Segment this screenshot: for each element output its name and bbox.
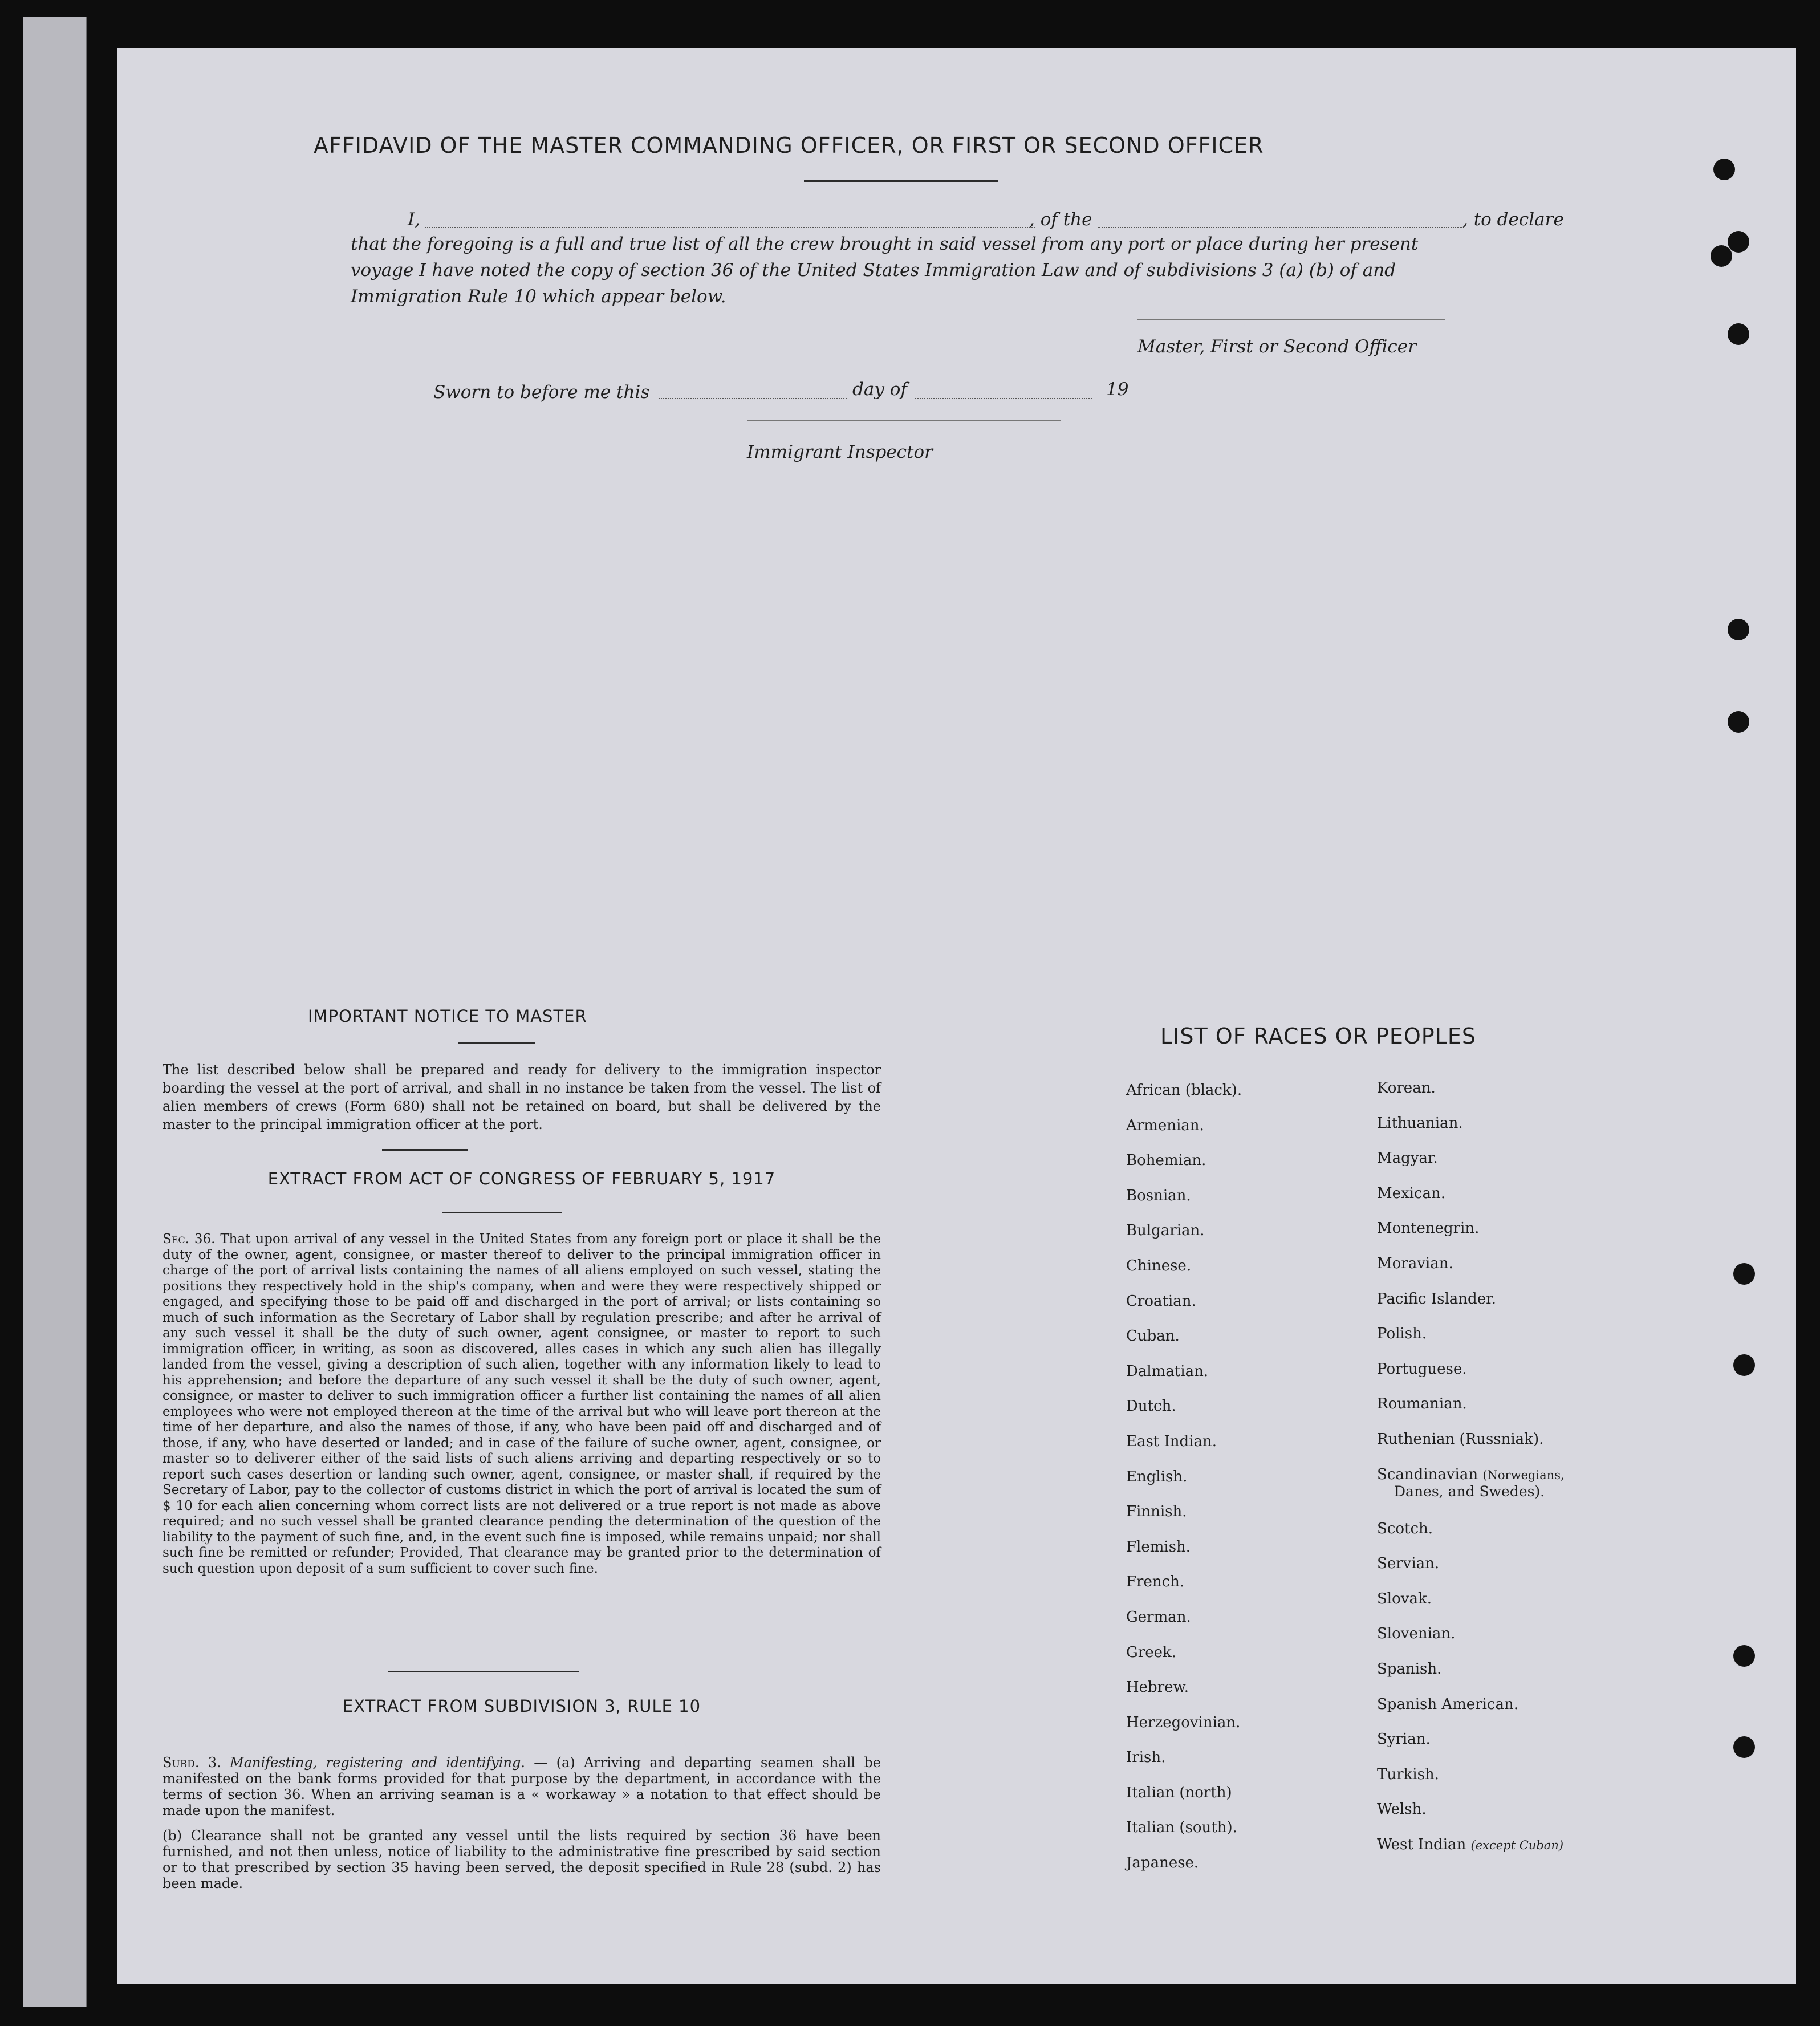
- title-underline: [804, 180, 998, 182]
- section-36-text: [162, 1232, 881, 1577]
- race-item: Japanese.: [1126, 1854, 1199, 1872]
- race-item: Armenian.: [1126, 1116, 1204, 1134]
- notice-body: The list described below shall be prepared and ready for delivery to the immigration inspector boarding the vessel at the port of arrival, and shall in no instance be taken from the vessel. The list of alien members of crews (Form 680) shall not be retained on board, but shall be delivered by the master to the principal immigration officer at the port.: [162, 1062, 881, 1132]
- races-column-2: [1377, 1079, 1565, 1871]
- race-item: Bosnian.: [1126, 1187, 1191, 1204]
- affidavit-body: that the foregoing is a full and true list of all the crew brought in said vessel from any port or place during her present voyage I have noted the copy of section 36 of the United States Immigration Law and of subdivisions 3 (a) (b) of and Immigration Rule 10 which appear below.: [351, 234, 1419, 307]
- race-item: Welsh.: [1377, 1801, 1427, 1818]
- race-note: Danes, and Swedes).: [1394, 1483, 1545, 1500]
- race-item: Korean.: [1377, 1079, 1436, 1097]
- inspector-signature-line[interactable]: [747, 420, 1061, 421]
- race-item: Pacific Islander.: [1377, 1290, 1496, 1308]
- race-item: Flemish.: [1126, 1538, 1191, 1556]
- subd-part-a: — (a) Arriving and departing seamen shall be manifested on the bank forms provided for that purpose by the department, in accordance with the terms of section 36. When an arriving seaman is a « workaway » a notation to that effect should be made upon the manifest.: [162, 1755, 881, 1818]
- race-item: Servian.: [1377, 1555, 1440, 1573]
- of-the-label: , of the: [1029, 209, 1092, 230]
- extract-act-rule: [442, 1212, 562, 1213]
- race-item: Dutch.: [1126, 1398, 1176, 1415]
- inspector-label: Immigrant Inspector: [747, 442, 933, 462]
- race-item: Turkish.: [1377, 1765, 1439, 1783]
- race-item: East Indian.: [1126, 1432, 1217, 1450]
- race-item: Dalmatian.: [1126, 1362, 1209, 1380]
- punch-hole: [1733, 1645, 1755, 1667]
- name-field-line[interactable]: [425, 227, 1035, 228]
- punch-hole: [1711, 245, 1732, 267]
- i-label: I,: [408, 209, 421, 230]
- race-item: Spanish.: [1377, 1660, 1442, 1678]
- binder-strip: [23, 17, 87, 2007]
- subdivision-a: [162, 1755, 881, 1818]
- race-item: Magyar.: [1377, 1150, 1438, 1167]
- race-item: Chinese.: [1126, 1257, 1192, 1274]
- race-item: Scandinavian: [1377, 1465, 1478, 1483]
- race-item: French.: [1126, 1573, 1185, 1591]
- race-item: Greek.: [1126, 1643, 1176, 1661]
- race-item: Slovenian.: [1377, 1625, 1456, 1643]
- race-item-scandinavian: [1377, 1466, 1565, 1520]
- race-item: English.: [1126, 1468, 1188, 1485]
- section-body: That upon arrival of any vessel in the United States from any foreign port or place it shall be the duty of the owner, agent, consignee, or master thereof to deliver to the principal immigration officer in charge of the port of arrival lists containing the names of all aliens employed on such vessel, stating the positions they respectively hold in the ship's company, when and were they were respectively shipped or engaged, and specifying those to be paid off and discharged in the port of arrival; or lists containing so much of such information as the Secretary of Labor shall by regulation prescribe; and after he arrival of any such vessel it shall be the duty of such owner, agent consignee, or master to report to such immigration officer, in writing, as soon as discovered, alles cases in which any such alien has illegally landed from the vessel, giving a description of such alien, together with any information likely to lead to his apprehension; and before the departure of any such vessel it shall be the duty of such owner, agent, consignee, or master to deliver to such immigration officer a further list containing the names of all alien employees who were not employed thereon at the time of the arrival but who will leave port thereon at the time of her departure, and also the names of those, if any, who have been paid off and discharged and of those, if any, who have deserted or landed; and in case of the failure of suche owner, agent, consignee, or master so to deliverer either of the said lists of such aliens arriving and departing respectively or so to report such cases desertion or landing such owner, agent, consignee, or master shall, if required by the Secretary of Labor, pay to the collector of customs district in which the port of arrival is located the sum of $ 10 for each alien concerning whom correct lists are not delivered or a true report is not made as above required; and no such vessel shall be granted clearance pending the determination of the question of the liability to the payment of such fine, and, in the event such fine is imposed, while remains unpaid; nor shall such fine be remitted or refunder; Provided, That clearance may be granted prior to the determination of such question upon deposit of a sum sufficient to cover such fine.: [162, 1232, 881, 1576]
- sworn-label: Sworn to before me this: [433, 382, 650, 403]
- sworn-month-line[interactable]: [915, 398, 1092, 399]
- year-label: 19: [1106, 379, 1129, 400]
- race-item: Spanish American.: [1377, 1695, 1519, 1713]
- punch-hole: [1728, 619, 1749, 640]
- race-item: German.: [1126, 1608, 1191, 1626]
- race-item: Slovak.: [1377, 1590, 1432, 1607]
- master-label: Master, First or Second Officer: [1138, 336, 1416, 357]
- subdivision-b: (b) Clearance shall not be granted any vessel until the lists required by section 36 have been furnished, and not then unless, notice of liability to the administrative fine prescribed by said section or to that prescribed by section 35 having been served, the deposit specified in Rule 28 (subd. 2) has been made.: [162, 1828, 881, 1891]
- race-item: Syrian.: [1377, 1731, 1431, 1748]
- vessel-field-line[interactable]: [1098, 227, 1462, 228]
- race-item-west-indian: [1377, 1836, 1565, 1871]
- race-item: Cuban.: [1126, 1327, 1180, 1345]
- notice-title-rule: [458, 1042, 535, 1044]
- race-item: African (black).: [1126, 1082, 1242, 1099]
- punch-hole: [1733, 1263, 1755, 1285]
- race-item: West Indian: [1377, 1836, 1466, 1853]
- punch-hole: [1713, 159, 1735, 180]
- race-item: Irish.: [1126, 1749, 1166, 1767]
- race-item: Portuguese.: [1377, 1360, 1467, 1378]
- affidavit-title: AFFIDAVID OF THE MASTER COMMANDING OFFICER, OR FIRST OR SECOND OFFICER: [314, 133, 1264, 158]
- race-item: Ruthenian (Russniak).: [1377, 1430, 1544, 1448]
- section-label: Sec. 36.: [162, 1232, 216, 1247]
- race-note: (Norwegians,: [1482, 1468, 1565, 1482]
- extract-rule-title: EXTRACT FROM SUBDIVISION 3, RULE 10: [342, 1696, 701, 1716]
- race-item: Scotch.: [1377, 1520, 1433, 1537]
- subd-heading: Manifesting, registering and identifying.: [230, 1755, 525, 1771]
- subd-label: Subd. 3.: [162, 1755, 221, 1771]
- races-column-1: [1126, 1082, 1242, 1890]
- races-title: LIST OF RACES OR PEOPLES: [1160, 1024, 1477, 1049]
- day-of-label: day of: [852, 379, 907, 400]
- race-item: Hebrew.: [1126, 1679, 1189, 1696]
- race-item: Italian (north): [1126, 1784, 1232, 1801]
- race-item: Moravian.: [1377, 1254, 1453, 1272]
- master-signature-line[interactable]: [1138, 319, 1445, 320]
- race-item: Finnish.: [1126, 1503, 1187, 1521]
- race-item: Roumanian.: [1377, 1395, 1467, 1413]
- document-sheet: [117, 48, 1796, 1984]
- extract-act-title: EXTRACT FROM ACT OF CONGRESS OF FEBRUARY 5, 1917: [267, 1169, 776, 1188]
- to-declare-label: , to declare: [1462, 209, 1564, 230]
- extract-separator: [388, 1671, 579, 1672]
- punch-hole: [1733, 1354, 1755, 1376]
- race-item: Montenegrin.: [1377, 1220, 1480, 1237]
- race-item: Herzegovinian.: [1126, 1714, 1241, 1731]
- race-item: Bulgarian.: [1126, 1222, 1205, 1240]
- race-item: Italian (south).: [1126, 1819, 1237, 1837]
- race-note: (except Cuban): [1470, 1838, 1564, 1852]
- race-item: Polish.: [1377, 1325, 1427, 1343]
- sworn-day-line[interactable]: [659, 398, 847, 399]
- notice-separator: [382, 1149, 468, 1151]
- punch-hole: [1728, 711, 1749, 733]
- race-item: Lithuanian.: [1377, 1114, 1463, 1132]
- race-item: Bohemian.: [1126, 1152, 1206, 1170]
- punch-hole: [1728, 231, 1749, 253]
- punch-hole: [1733, 1736, 1755, 1758]
- notice-title: IMPORTANT NOTICE TO MASTER: [308, 1006, 587, 1026]
- punch-hole: [1728, 323, 1749, 345]
- race-item: Croatian.: [1126, 1292, 1196, 1310]
- race-item: Mexican.: [1377, 1184, 1446, 1202]
